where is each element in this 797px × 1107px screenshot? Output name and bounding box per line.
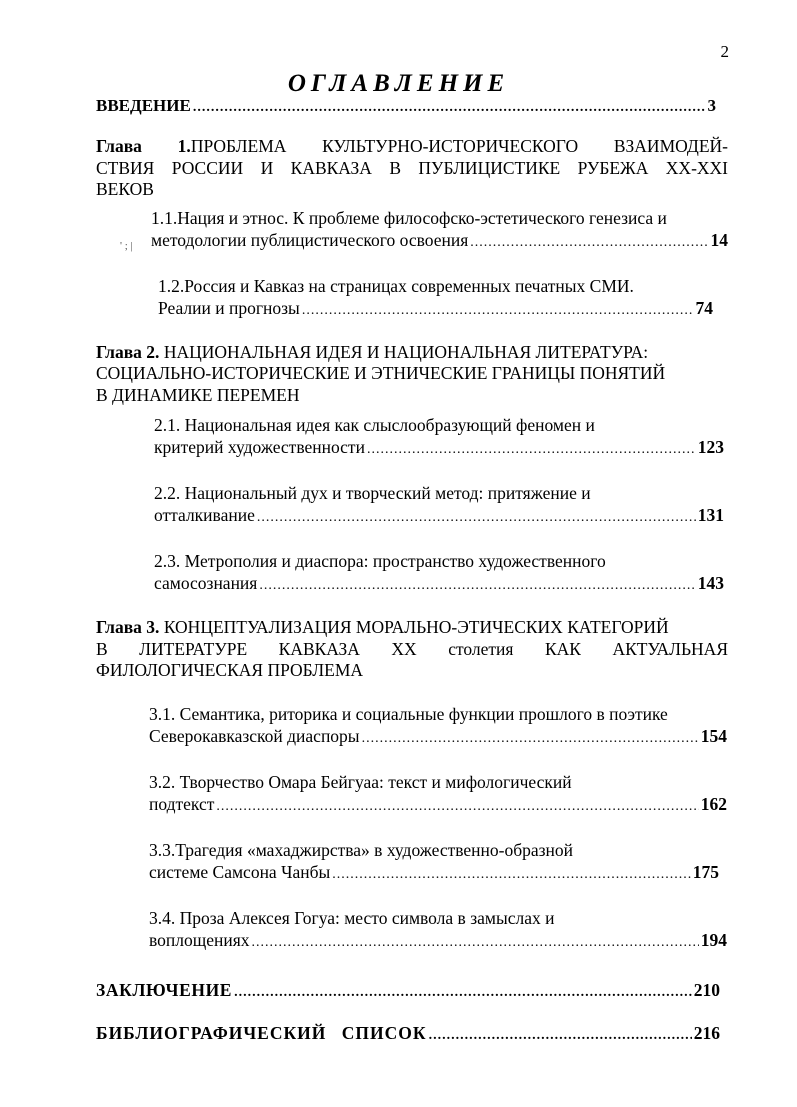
chapter-1 [96, 136, 728, 322]
section-title-line: 3.1. Семантика, риторика и социальные функции прошлого в поэтике [149, 703, 668, 724]
section-page: 175 [692, 861, 719, 882]
section-title-line: 3.3.Трагедия «махаджирства» в художественно-образной [149, 839, 574, 860]
scan-artifact: ' ; | [120, 240, 133, 252]
section-title-line: 3.4. Проза Алексея Гогуа: место символа в замыслах и [149, 907, 555, 928]
section-entry-row [158, 297, 713, 322]
toc-entry-section-1-2[interactable] [158, 275, 713, 322]
chapter-title-line: СОЦИАЛЬНО-ИСТОРИЧЕСКИЕ И ЭТНИЧЕСКИЕ ГРАНИЦЫ ПОНЯТИЙ [96, 363, 666, 383]
dot-leader [216, 796, 698, 818]
chapter-title-line [96, 136, 728, 158]
toc-entry-section-3-4[interactable] [149, 907, 727, 954]
section-entry-row [149, 725, 727, 750]
dot-leader [193, 100, 706, 116]
dot-leader [429, 1028, 692, 1044]
chapter-title-line [96, 342, 648, 362]
section-title-line: воплощениях [149, 929, 250, 950]
section-title-line: 2.2. Национальный дух и творческий метод: притяжение и [154, 483, 591, 503]
toc-entry-section-2-3[interactable] [154, 550, 724, 597]
section-title-line: Северокавказской диаспоры [149, 725, 360, 746]
section-title-line: 2.1. Национальная идея как слыслообразующий феномен и [154, 415, 595, 435]
chapter-3 [96, 617, 728, 954]
chapter-title-text: КОНЦЕПТУАЛИЗАЦИЯ МОРАЛЬНО-ЭТИЧЕСКИХ КАТЕГОРИЙ [163, 617, 669, 637]
dot-leader [470, 232, 708, 254]
dot-leader [302, 300, 694, 322]
toc-entry-section-3-1[interactable] [149, 703, 727, 750]
section-title-line: критерий художественности [154, 437, 365, 457]
section-entry-row [154, 504, 724, 529]
conclusion-label: ЗАКЛЮЧЕНИЕ [96, 979, 233, 1000]
chapter-3-label: Глава 3. [96, 617, 160, 637]
conclusion-page: 210 [693, 979, 720, 1000]
dot-leader [367, 439, 696, 461]
section-entry-row [154, 436, 724, 461]
section-page: 162 [700, 793, 727, 814]
dot-leader [234, 985, 692, 1001]
chapter-1-label: Глава 1. [96, 136, 191, 156]
section-title-line: 1.1.Нация и этнос. К проблеме философско-эстетического генезиса и [151, 207, 667, 228]
section-title-line: 3.2. Творчество Омара Бейгуаа: текст и мифологический [149, 771, 572, 792]
page-title: ОГЛАВЛЕНИЕ [287, 70, 510, 97]
section-page: 74 [695, 297, 713, 318]
chapter-title-line: В ДИНАМИКЕ ПЕРЕМЕН [96, 384, 300, 405]
dot-leader [252, 932, 699, 954]
toc-entry-section-3-2[interactable] [149, 771, 727, 818]
chapter-2-label: Глава 2. [96, 341, 160, 362]
section-entry-row [149, 861, 719, 886]
chapter-title-text: НАЦИОНАЛЬНАЯ ИДЕЯ И НАЦИОНАЛЬНАЯ ЛИТЕРАТУРА: [163, 341, 649, 362]
section-title-line: Реалии и прогнозы [158, 297, 300, 318]
introduction-page: 3 [707, 96, 716, 115]
dot-leader [259, 575, 695, 597]
section-title-line: подтекст [149, 793, 215, 814]
section-title-line: самосознания [154, 573, 258, 593]
chapter-title-line: ВЕКОВ [96, 179, 154, 199]
bibliography-label: БИБЛИОГРАФИЧЕСКИЙ СПИСОК [96, 1022, 427, 1043]
bibliography-page: 216 [693, 1022, 720, 1043]
introduction-label: ВВЕДЕНИЕ [96, 96, 191, 115]
toc-entry-conclusion[interactable] [96, 980, 720, 1001]
toc-entry-section-3-3[interactable] [149, 839, 719, 886]
section-title-line: 2.3. Метрополия и диаспора: пространство художественного [154, 551, 606, 571]
chapter-title-line: ФИЛОЛОГИЧЕСКАЯ ПРОБЛЕМА [96, 660, 364, 680]
section-page: 123 [697, 437, 724, 457]
section-title-line: отталкивание [154, 505, 255, 525]
chapter-2 [96, 342, 728, 598]
dot-leader [362, 728, 699, 750]
chapter-title-line: В ЛИТЕРАТУРЕ КАВКАЗА XX столетия КАК АКТУАЛЬНАЯ [96, 638, 728, 659]
toc-entry-section-2-1[interactable] [154, 414, 724, 461]
chapter-title-text: ПРОБЛЕМА КУЛЬТУРНО-ИСТОРИЧЕСКОГО ВЗАИМОДЕЙ- [190, 136, 728, 156]
toc-entry-section-1-1[interactable] [151, 207, 728, 254]
chapter-title-line: СТВИЯ РОССИИ И КАВКАЗА В ПУБЛИЦИСТИКЕ РУБЕЖА XX-XXI [96, 157, 728, 178]
dot-leader [332, 864, 691, 886]
section-page: 143 [697, 573, 724, 593]
section-page: 131 [697, 505, 724, 525]
section-entry-row [149, 929, 727, 954]
section-title-line: 1.2.Россия и Кавказ на страницах современных печатных СМИ. [158, 275, 634, 296]
toc-entry-section-2-2[interactable] [154, 482, 724, 529]
page-number: 2 [720, 42, 729, 61]
table-of-contents [96, 96, 728, 1044]
section-page: 154 [700, 725, 727, 746]
section-page: 194 [700, 929, 727, 950]
chapter-2-title[interactable] [96, 342, 728, 407]
section-entry-row [151, 229, 728, 254]
section-entry-row [149, 793, 727, 818]
dot-leader [257, 507, 696, 529]
chapter-1-title[interactable] [96, 136, 728, 201]
chapter-title-line [96, 617, 669, 637]
section-page: 14 [710, 229, 728, 250]
chapter-3-title[interactable] [96, 617, 728, 682]
section-title-line: системе Самсона Чанбы [149, 861, 331, 882]
toc-entry-introduction[interactable] [96, 96, 728, 116]
section-entry-row [154, 572, 724, 597]
toc-entry-bibliography[interactable] [96, 1023, 720, 1044]
section-title-line: методологии публицистического освоения [151, 229, 469, 250]
